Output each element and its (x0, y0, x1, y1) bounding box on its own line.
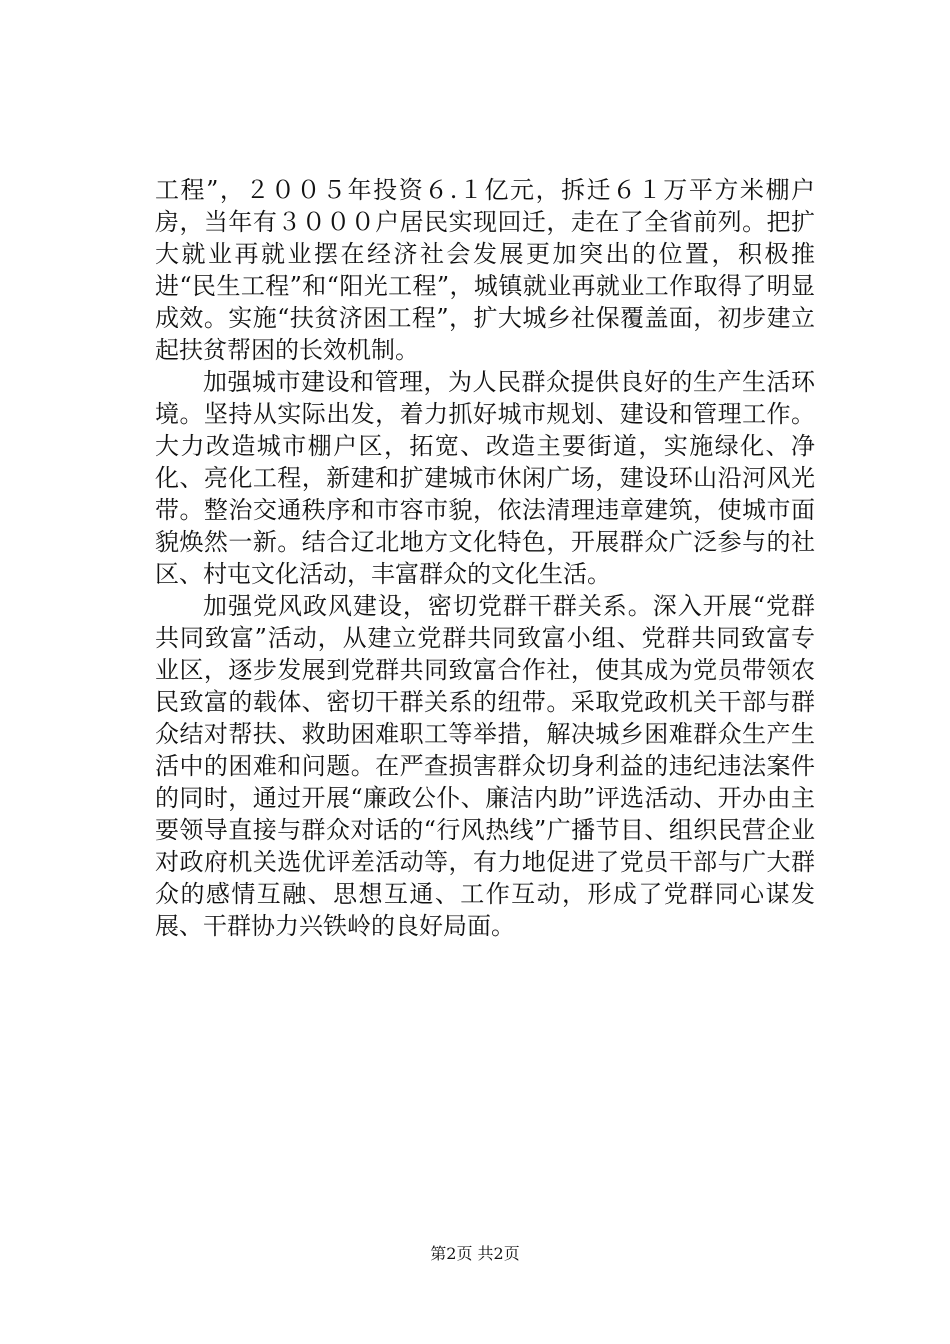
paragraph-2: 加强城市建设和管理，为人民群众提供良好的生产生活环境。坚持从实际出发，着力抓好城市规划、建设和管理工作。大力改造城市棚户区，拓宽、改造主要街道，实施绿化、净化、亮化工程，新建和扩建城市休闲广场，建设环山沿河风光带。整治交通秩序和市容市貌，依法清理违章建筑，使城市面貌焕然一新。结合辽北地方文化特色，开展群众广泛参与的社区、村屯文化活动，丰富群众的文化生活。 (155, 368, 815, 588)
paragraph-1: 工程”，２００５年投资６.１亿元，拆迁６１万平方米棚户房，当年有３０００户居民实现回迁，走在了全省前列。把扩大就业再就业摆在经济社会发展更加突出的位置，积极推进“民生工程”和“阳光工程”，城镇就业再就业工作取得了明显成效。实施“扶贫济困工程”，扩大城乡社保覆盖面，初步建立起扶贫帮困的长效机制。 (155, 176, 815, 364)
page-number-footer: 第2页 共2页 (430, 1244, 520, 1263)
document-body (155, 174, 815, 942)
paragraph-3: 加强党风政风建设，密切党群干群关系。深入开展“党群共同致富”活动，从建立党群共同致富小组、党群共同致富专业区，逐步发展到党群共同致富合作社，使其成为党员带领农民致富的载体、密切干群关系的纽带。采取党政机关干部与群众结对帮扶、救助困难职工等举措，解决城乡困难群众生产生活中的困难和问题。在严查损害群众切身利益的违纪违法案件的同时，通过开展“廉政公仆、廉洁内助”评选活动、开办由主要领导直接与群众对话的“行风热线”广播节目、组织民营企业对政府机关选优评差活动等，有力地促进了党员干部与广大群众的感情互融、思想互通、工作互动，形成了党群同心谋发展、干群协力兴铁岭的良好局面。 (155, 592, 815, 940)
